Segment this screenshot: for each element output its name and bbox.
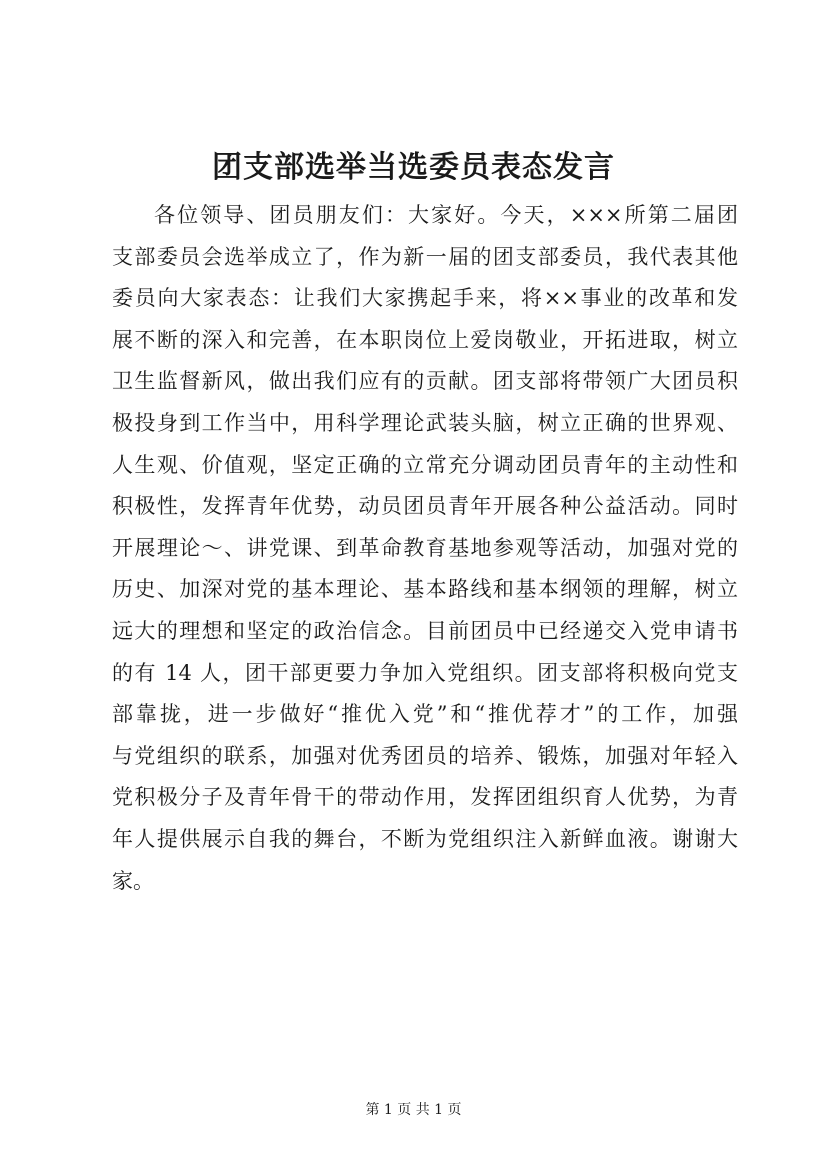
body-line: 极投身到工作当中，用科学理论武装头脑，树立正确的世界观、 [112, 410, 738, 435]
body-line: 部靠拢，进一步做好“推优入党”和“推优荐才”的工作，加强 [112, 702, 738, 727]
body-line: 远大的理想和坚定的政治信念。目前团员中已经递交入党申请书 [112, 618, 738, 643]
body-line: 支部委员会选举成立了，作为新一届的团支部委员，我代表其他 [112, 244, 738, 269]
body-line: 与党组织的联系，加强对优秀团员的培养、锻炼，加强对年轻入 [112, 743, 738, 768]
document-title: 团支部选举当选委员表态发言 [212, 150, 615, 185]
body-line: 展不断的深入和完善，在本职岗位上爱岗敬业，开拓进取，树立 [112, 327, 738, 352]
body-line: 人生观、价值观，坚定正确的立常充分调动团员青年的主动性和 [112, 452, 738, 477]
body-line: 党积极分子及青年骨干的带动作用，发挥团组织育人优势，为青 [112, 785, 738, 810]
body-line: 年人提供展示自我的舞台，不断为党组织注入新鲜血液。谢谢大 [112, 826, 738, 851]
page-number-footer: 第 1 页 共 1 页 [365, 1102, 462, 1118]
body-line: 积极性，发挥青年优势，动员团员青年开展各种公益活动。同时 [112, 494, 738, 519]
body-line: 历史、加深对党的基本理论、基本路线和基本纲领的理解，树立 [112, 577, 738, 602]
body-line: 开展理论～、讲党课、到革命教育基地参观等活动，加强对党的 [112, 535, 738, 560]
body-line: 各位领导、团员朋友们：大家好。今天，×××所第二届团 [154, 203, 738, 227]
speech-body [112, 195, 738, 902]
body-line: 的有 14 人，团干部更要力争加入党组织。团支部将积极向党支 [112, 660, 738, 685]
body-line: 家。 [112, 868, 154, 893]
body-line: 委员向大家表态：让我们大家携起手来，将××事业的改革和发 [112, 286, 738, 311]
body-line: 卫生监督新风，做出我们应有的贡献。团支部将带领广大团员积 [112, 369, 738, 394]
